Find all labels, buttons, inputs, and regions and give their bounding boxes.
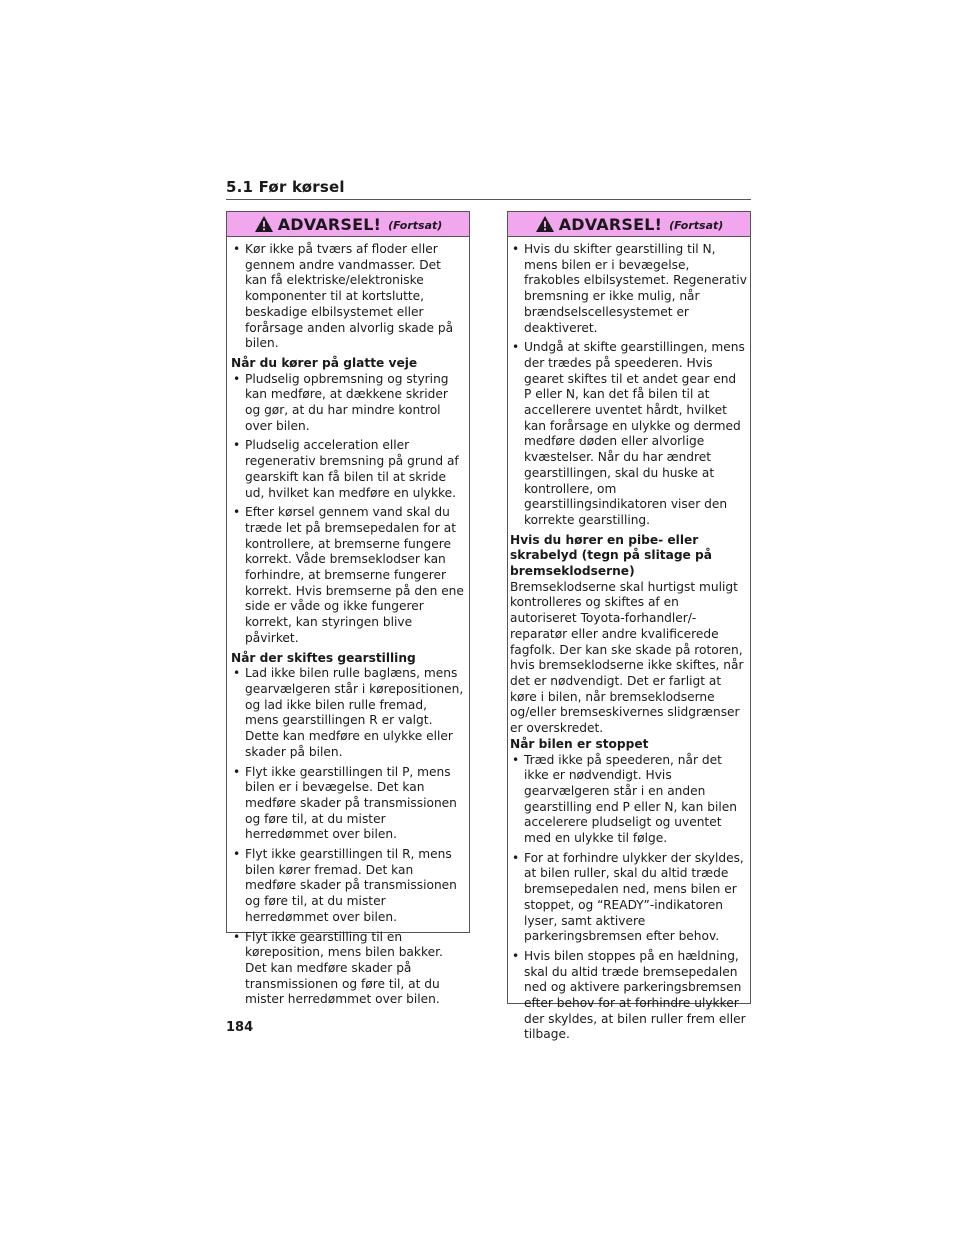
subheading: Når du kører på glatte veje <box>231 355 418 370</box>
warning-triangle-icon <box>535 215 555 233</box>
warning-body <box>227 237 469 1008</box>
subheading: Når bilen er stoppet <box>510 736 649 751</box>
bullet-item: • Flyt ikke gearstilling til en køreposition, mens bilen bakker. Det kan medføre skader på transmissionen og føre til, at du mister herredømmet over bilen. <box>231 930 464 1009</box>
bullet-item: • Pludselig acceleration eller regenerativ bremsning på grund af gearskift kan få bilen til at skride ud, hvilket kan medføre en ulykke. <box>231 438 464 501</box>
warning-body <box>508 237 750 1043</box>
subheading: Når der skiftes gearstilling <box>231 650 416 665</box>
bullet-item: • Kør ikke på tværs af floder eller gennem andre vandmasser. Det kan få elektriske/elektroniske komponenter til at kortslutte, beskadige elbilsystemet eller forårsage anden alvorlig skade på bilen. <box>231 242 464 352</box>
bullet-item: • Undgå at skifte gearstillingen, mens der trædes på speederen. Hvis gearet skiftes til et andet gear end P eller N, kan det få bilen til at accellerere uventet hårdt, hvilket kan forårsage en ulykke og dermed medføre døden eller alvorlige kvæstelser. Når du har ændret gearstillingen, skal du huske at kontrollere, om gearstillingsindikatoren viser den korrekte gearstilling. <box>510 340 747 528</box>
section-title: 5.1 Før kørsel <box>226 178 345 196</box>
warning-header <box>508 212 750 237</box>
paragraph: Bremseklodserne skal hurtigst muligt kontrolleres og skiftes af en autoriseret Toyota-forhandler/-reparatør eller andre kvalificerede fagfolk. Der kan ske skade på rotoren, hvis bremseklodserne ikke skiftes, når det er nødvendigt. Det er farligt at køre i bilen, når bremseklodserne og/eller bremseskivernes slidgrænser er overskredet. <box>510 579 744 736</box>
warning-subtitle: (Fortsat) <box>388 219 443 232</box>
warning-triangle-icon <box>254 215 274 233</box>
bullet-item: • Træd ikke på speederen, når det ikke er nødvendigt. Hvis gearvælgeren står i en anden gearstilling end P eller N, kan bilen accelerere pludseligt og uventet med en ulykke til følge. <box>510 753 747 847</box>
bullet-item: • For at forhindre ulykker der skyldes, at bilen ruller, skal du altid træde bremsepedalen ned, mens bilen er stoppet, og “READY”-indikatoren lyser, samt aktivere parkeringsbremsen efter behov. <box>510 851 747 945</box>
warning-header <box>227 212 469 237</box>
page-number: 184 <box>226 1020 254 1035</box>
warning-title: ADVARSEL! <box>277 214 382 234</box>
warning-box-right <box>507 211 751 1042</box>
bullet-item: • Hvis bilen stoppes på en hældning, skal du altid træde bremsepedalen ned og aktivere parkeringsbremsen efter behov for at forhindre ulykker der skyldes, at bilen ruller frem eller tilbage. <box>510 949 747 1043</box>
bullet-item: • Efter kørsel gennem vand skal du træde let på bremsepedalen for at kontrollere, at bremserne fungere korrekt. Våde bremseklodser kan forhindre, at bremserne fungerer korrekt. Hvis bremserne på den ene side er våde og ikke fungerer korrekt, kan styringen blive påvirket. <box>231 505 464 646</box>
bullet-item: • Flyt ikke gearstillingen til P, mens bilen er i bevægelse. Det kan medføre skader på transmissionen og føre til, at du mister herredømmet over bilen. <box>231 765 464 844</box>
section-divider <box>226 199 751 200</box>
bullet-item: • Hvis du skifter gearstilling til N, mens bilen er i bevægelse, frakobles elbilsystemet. Regenerativ bremsning er ikke mulig, når brændselscellesystemet er deaktiveret. <box>510 242 747 336</box>
warning-box-left <box>226 211 470 1007</box>
subheading: Hvis du hører en pibe- eller skrabelyd (tegn på slitage på bremseklodserne) <box>510 532 713 579</box>
warning-subtitle: (Fortsat) <box>669 219 724 232</box>
bullet-item: • Pludselig opbremsning og styring kan medføre, at dækkene skrider og gør, at du har mindre kontrol over bilen. <box>231 372 464 435</box>
warning-title: ADVARSEL! <box>558 214 663 234</box>
bullet-item: • Flyt ikke gearstillingen til R, mens bilen kører fremad. Det kan medføre skader på transmissionen og føre til, at du mister herredømmet over bilen. <box>231 847 464 926</box>
bullet-item: • Lad ikke bilen rulle baglæns, mens gearvælgeren står i kørepositionen, og lad ikke bilen rulle fremad, mens gearstillingen R er valgt. Dette kan medføre en ulykke eller skader på bilen. <box>231 666 464 760</box>
